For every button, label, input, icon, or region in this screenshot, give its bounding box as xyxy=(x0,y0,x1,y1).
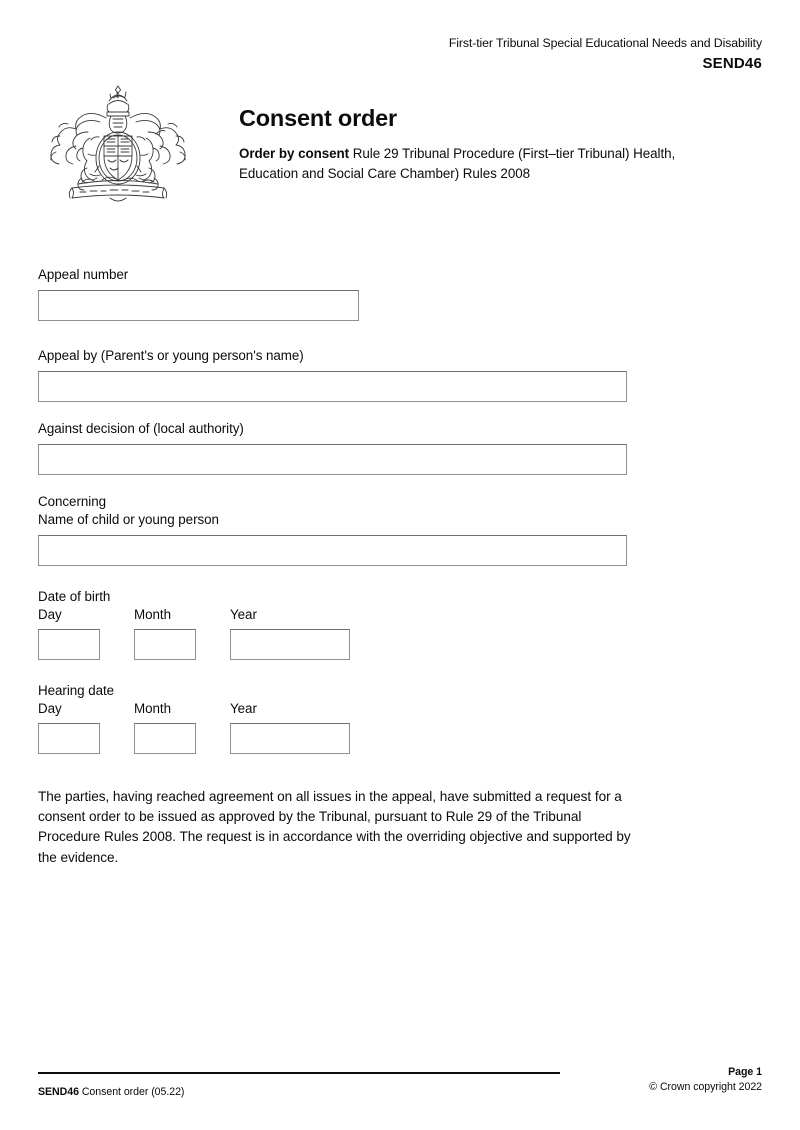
document-subtitle xyxy=(239,144,731,184)
year-label: Year xyxy=(230,701,257,716)
appeal-number-input[interactable] xyxy=(38,290,359,321)
date-of-birth-day xyxy=(38,606,100,660)
field-appeal-by xyxy=(38,347,638,402)
form-fields xyxy=(38,266,638,754)
against-decision-label: Against decision of (local authority) xyxy=(38,421,244,436)
consent-statement: The parties, having reached agreement on all issues in the appeal, have submitted a request for a consent order to be issued as approved by the Tribunal, pursuant to Rule 29 of the Tribunal Procedure Rules 2008. The request is in accordance with the overriding objective and supported by the evidence. xyxy=(38,789,631,865)
field-appeal-number xyxy=(38,266,638,321)
page-number: Page 1 xyxy=(728,1066,762,1078)
field-concerning xyxy=(38,493,638,566)
against-decision-input[interactable] xyxy=(38,444,627,475)
date-of-birth-label: Date of birth xyxy=(38,589,111,604)
appeal-by-label: Appeal by (Parent's or young person's name) xyxy=(38,348,304,363)
day-label: Day xyxy=(38,607,62,622)
subtitle-rest: Rule 29 Tribunal Procedure (First–tier Tribunal) Health, Education and Social Care Chamber) Rules 2008 xyxy=(239,146,676,181)
hearing-date-year xyxy=(230,700,350,754)
day-label: Day xyxy=(38,701,62,716)
royal-coat-of-arms-icon xyxy=(38,80,198,204)
date-of-birth-year-input[interactable] xyxy=(230,629,350,660)
hearing-date-row xyxy=(38,700,638,754)
concerning-label: Concerning xyxy=(38,494,106,509)
hearing-date-day-input[interactable] xyxy=(38,723,100,754)
hearing-date-label: Hearing date xyxy=(38,683,115,698)
date-of-birth-year xyxy=(230,606,350,660)
appeal-by-input[interactable] xyxy=(38,371,627,402)
page-title: Consent order xyxy=(239,105,397,131)
date-of-birth-month-input[interactable] xyxy=(134,629,196,660)
field-against-decision xyxy=(38,420,638,475)
year-label: Year xyxy=(230,607,257,622)
field-hearing-date xyxy=(38,682,638,754)
date-of-birth-month xyxy=(134,606,196,660)
date-of-birth-day-input[interactable] xyxy=(38,629,100,660)
title-block xyxy=(239,104,769,184)
subtitle-lead: Order by consent xyxy=(239,146,350,161)
footer-meta xyxy=(649,1065,762,1095)
tribunal-name: First-tier Tribunal Special Educational Needs and Disability xyxy=(448,36,762,50)
footer-form-reference xyxy=(38,1085,184,1099)
hearing-date-year-input[interactable] xyxy=(230,723,350,754)
footer-divider xyxy=(38,1072,560,1074)
month-label: Month xyxy=(134,607,171,622)
field-date-of-birth xyxy=(38,588,638,660)
appeal-number-label: Appeal number xyxy=(38,267,129,282)
date-of-birth-row xyxy=(38,606,638,660)
document-footer xyxy=(0,1010,800,1130)
hearing-date-month-input[interactable] xyxy=(134,723,196,754)
form-code: SEND46 xyxy=(702,55,762,72)
copyright-notice: © Crown copyright 2022 xyxy=(649,1081,762,1093)
hearing-date-month xyxy=(134,700,196,754)
concerning-input[interactable] xyxy=(38,535,627,566)
document-header xyxy=(449,36,762,73)
month-label: Month xyxy=(134,701,171,716)
footer-form-name: Consent order (05.22) xyxy=(78,1086,185,1098)
hearing-date-day xyxy=(38,700,100,754)
concerning-sublabel: Name of child or young person xyxy=(38,512,219,527)
footer-form-code: SEND46 xyxy=(38,1086,79,1098)
